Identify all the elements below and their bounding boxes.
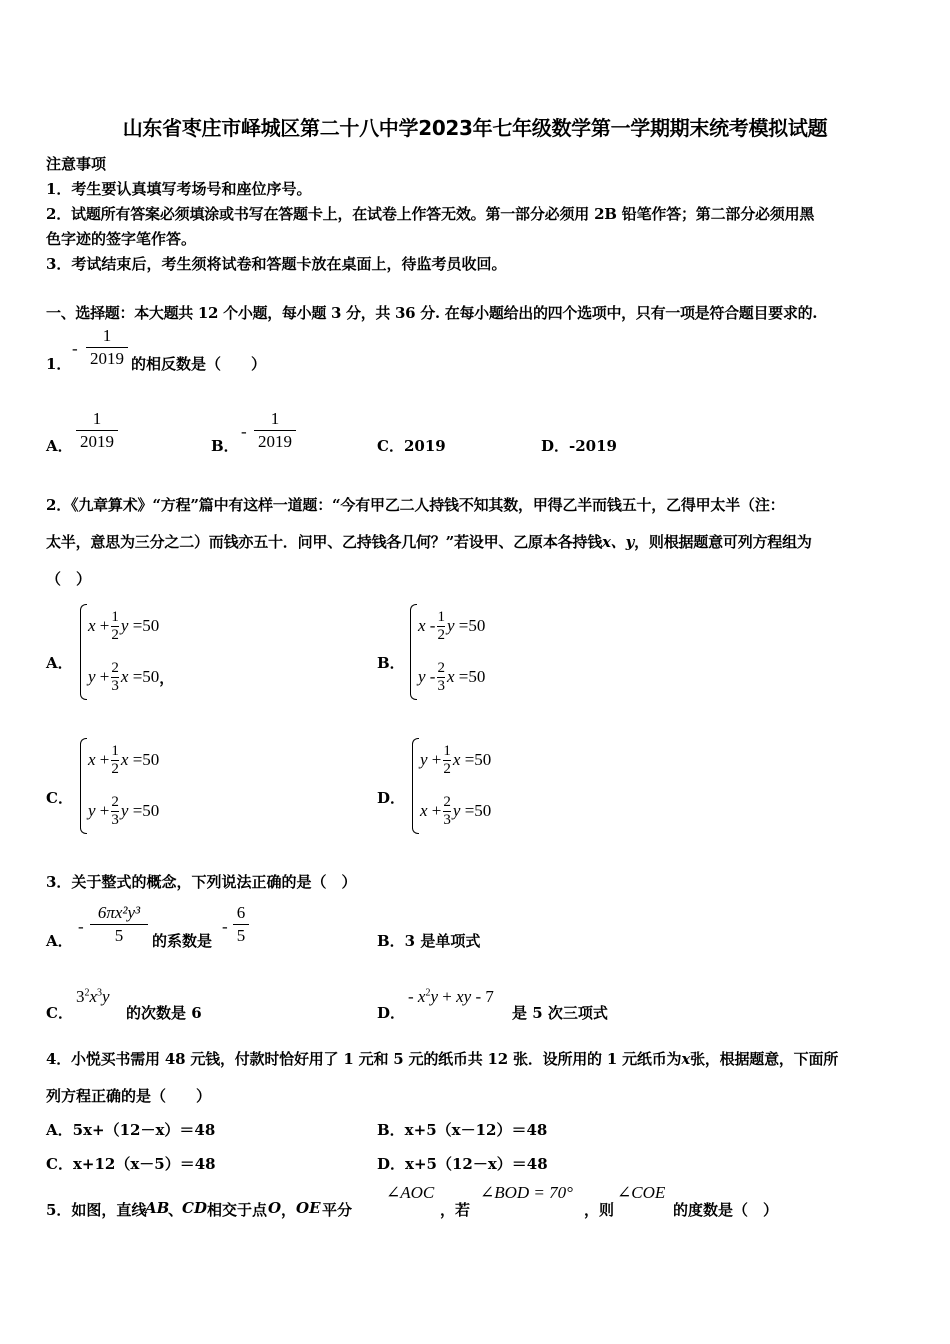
fraction-bar xyxy=(86,347,128,348)
q5-cd: CD xyxy=(182,1199,207,1217)
q1-option-b-num: 1 xyxy=(270,409,280,428)
eq-rhs: =50 xyxy=(132,616,160,635)
q3-stem: 3．关于整式的概念，下列说法正确的是（ ） xyxy=(46,873,357,891)
frac-num: 1 xyxy=(443,742,451,759)
q5-oe: OE xyxy=(296,1199,321,1217)
q5-text-a: 5．如图，直线 xyxy=(46,1201,147,1219)
q3-option-d-label: D． xyxy=(377,1004,406,1022)
q3-option-a-den: 5 xyxy=(114,926,124,945)
q3-option-a-minus: - xyxy=(78,917,84,936)
q1-option-b-den: 2019 xyxy=(258,432,292,451)
q3-coef-num: 6 xyxy=(236,903,246,922)
q2-option-d-label: D． xyxy=(377,789,406,807)
q3-option-c-text: 的次数是 6 xyxy=(126,1004,202,1022)
frac-den: 2 xyxy=(443,760,451,777)
q5-sep: 、 xyxy=(168,1201,184,1219)
q1-option-a-num: 1 xyxy=(92,409,102,428)
q2-line-3: （ ） xyxy=(46,570,92,588)
frac-den: 2 xyxy=(111,626,119,643)
q3-option-d-text: 是 5 次三项式 xyxy=(512,1004,608,1022)
q2-option-c-brace xyxy=(80,738,87,834)
q2-option-d-eq2: x + 2 3 y =50 xyxy=(420,793,492,828)
fraction-bar xyxy=(76,430,118,431)
eq-rhs: =50 xyxy=(464,801,492,820)
section-heading: 一、选择题：本大题共 12 个小题，每小题 3 分，共 36 分. 在每小题给出的四个选项中，只有一项是符合题目要求的. xyxy=(46,304,818,322)
q2-option-b-label: B． xyxy=(377,654,405,672)
q5-angle-coe: ∠COE xyxy=(617,1183,666,1202)
q1-fraction-den: 2019 xyxy=(90,349,124,368)
q1-option-b-label: B． xyxy=(211,437,239,455)
q5-text-b: 相交于点 xyxy=(207,1201,268,1219)
eq-rhs: =50 xyxy=(132,801,160,820)
page-title: 山东省枣庄市峄城区第二十八中学2023年七年级数学第一学期期末统考模拟试题 xyxy=(122,116,828,140)
eq-rhs: =50 xyxy=(132,667,160,686)
q1-option-c: C．2019 xyxy=(377,437,446,455)
notice-item-2b: 色字迹的签字笔作答。 xyxy=(46,230,197,248)
q1-option-b-minus: - xyxy=(241,422,247,441)
q3-option-b: B．3 是单项式 xyxy=(377,932,481,950)
fraction-bar xyxy=(254,430,296,431)
q3-option-a-coef xyxy=(233,904,249,945)
q1-minus: - xyxy=(72,339,78,358)
q4-option-c: C．x+12（x－5）＝48 xyxy=(46,1155,216,1173)
q2-option-c-eq1: x + 1 2 x =50 xyxy=(88,742,160,777)
q2-option-c-eq2: y + 2 3 y =50 xyxy=(88,793,160,828)
q3-option-d-expr: - $x^2y$ + xy - 7 xyxy=(408,987,494,1006)
q2-option-d-brace xyxy=(412,738,419,834)
frac-den: 3 xyxy=(111,677,119,694)
q5-comma: ， xyxy=(281,1201,297,1219)
q5-angle-aoc: ∠AOC xyxy=(386,1183,435,1202)
fraction-bar xyxy=(233,924,249,925)
q4-option-d: D．x+5（12－x）＝48 xyxy=(377,1155,548,1173)
q4-variable: x xyxy=(681,1050,691,1068)
q2-option-b-eq1: x - 1 2 y =50 xyxy=(418,608,486,643)
q3-option-a-text: 的系数是 xyxy=(152,932,213,950)
q2-variables: x、y xyxy=(602,533,635,551)
q1-option-d: D．-2019 xyxy=(541,437,617,455)
frac-num: 2 xyxy=(443,793,451,810)
frac-num: 2 xyxy=(111,793,119,810)
q1-option-a-fraction xyxy=(76,410,118,451)
q2-line-2b: ，则根据题意可列方程组为 xyxy=(634,533,812,551)
q5-text-e: ，则 xyxy=(584,1201,615,1219)
q2-option-c-label: C． xyxy=(46,789,73,807)
frac-den: 2 xyxy=(437,626,445,643)
q2-option-a-eq1: x + 1 2 y =50 xyxy=(88,608,160,643)
q4-line-1b: 张，根据题意，下面所 xyxy=(690,1050,839,1068)
q1-fraction xyxy=(86,327,128,368)
fraction-bar xyxy=(90,924,148,925)
q5-text-c: 平分 xyxy=(322,1201,353,1219)
q3-option-c-expr: $3^2x^3y$ xyxy=(76,987,110,1006)
q3-option-a-label: A． xyxy=(46,932,73,950)
frac-den: 2 xyxy=(111,760,119,777)
q1-option-b-fraction xyxy=(254,410,296,451)
eq-rhs: =50 xyxy=(458,616,486,635)
eq-rhs: =50 xyxy=(464,750,492,769)
frac-den: 3 xyxy=(437,677,445,694)
q4-option-b: B．x+5（x－12）＝48 xyxy=(377,1121,548,1139)
eq-rhs: =50 xyxy=(132,750,160,769)
frac-num: 1 xyxy=(111,742,119,759)
q5-text-f: 的度数是（ ） xyxy=(673,1201,779,1219)
q2-option-a-brace xyxy=(80,604,87,700)
q4-line-2: 列方程正确的是（ ） xyxy=(46,1087,212,1105)
eq-rhs: =50 xyxy=(458,667,486,686)
q1-option-a-den: 2019 xyxy=(80,432,114,451)
q4-line-1 xyxy=(46,1048,838,1069)
q2-line-1: 2．《九章算术》“方程”篇中有这样一道题：“今有甲乙二人持钱不知其数，甲得乙半而钱五十，乙得甲太半（注： xyxy=(46,496,785,514)
q5-ab: AB xyxy=(145,1199,170,1217)
q1-text: 的相反数是（ ） xyxy=(131,355,267,373)
notice-item-2a: 2．试题所有答案必须填涂或书写在答题卡上，在试卷上作答无效。第一部分必须用 2B 铅笔作答；第二部分必须用黑 xyxy=(46,205,815,223)
frac-num: 2 xyxy=(111,659,119,676)
notice-heading: 注意事项 xyxy=(46,155,107,173)
q2-line-2 xyxy=(46,531,812,552)
q1-number: 1． xyxy=(46,355,72,373)
q5-text-d: ，若 xyxy=(440,1201,471,1219)
q2-option-a-label: A． xyxy=(46,654,73,672)
q2-option-b-eq2: y - 2 3 x =50 xyxy=(418,659,486,694)
q4-line-1a: 4．小悦买书需用 48 元钱，付款时恰好用了 1 元和 5 元的纸币共 12 张．设所用的 1 元纸币为 xyxy=(46,1050,682,1068)
frac-num: 1 xyxy=(111,608,119,625)
q2-option-d-eq1: y + 1 2 x =50 xyxy=(420,742,492,777)
frac-num: 2 xyxy=(437,659,445,676)
frac-num: 1 xyxy=(437,608,445,625)
notice-item-3: 3．考试结束后，考生须将试卷和答题卡放在桌面上，待监考员收回。 xyxy=(46,255,507,273)
comma: ， xyxy=(159,670,175,687)
q3-option-c-label: C． xyxy=(46,1004,73,1022)
frac-den: 3 xyxy=(443,811,451,828)
frac-den: 3 xyxy=(111,811,119,828)
q3-option-a-fraction xyxy=(90,904,148,945)
q1-option-a-label: A． xyxy=(46,437,73,455)
q5-angle-bod: ∠BOD = 70° xyxy=(480,1183,573,1202)
q2-line-2a: 太半，意思为三分之二）而钱亦五十．问甲、乙持钱各几何？”若设甲、乙原本各持钱 xyxy=(46,533,603,551)
q3-option-a-expr: 6πx²y³ xyxy=(97,903,141,922)
q2-option-b-brace xyxy=(410,604,417,700)
notice-item-1: 1．考生要认真填写考场号和座位序号。 xyxy=(46,180,312,198)
q3-option-a-coef-minus: - xyxy=(222,917,228,936)
q3-coef-den: 5 xyxy=(236,926,246,945)
q4-option-a: A．5x+（12－x）＝48 xyxy=(46,1121,216,1139)
q5-o: O xyxy=(268,1199,282,1217)
q1-fraction-num: 1 xyxy=(102,326,112,345)
q2-option-a-eq2: y + 2 3 x =50 ， xyxy=(88,659,175,694)
